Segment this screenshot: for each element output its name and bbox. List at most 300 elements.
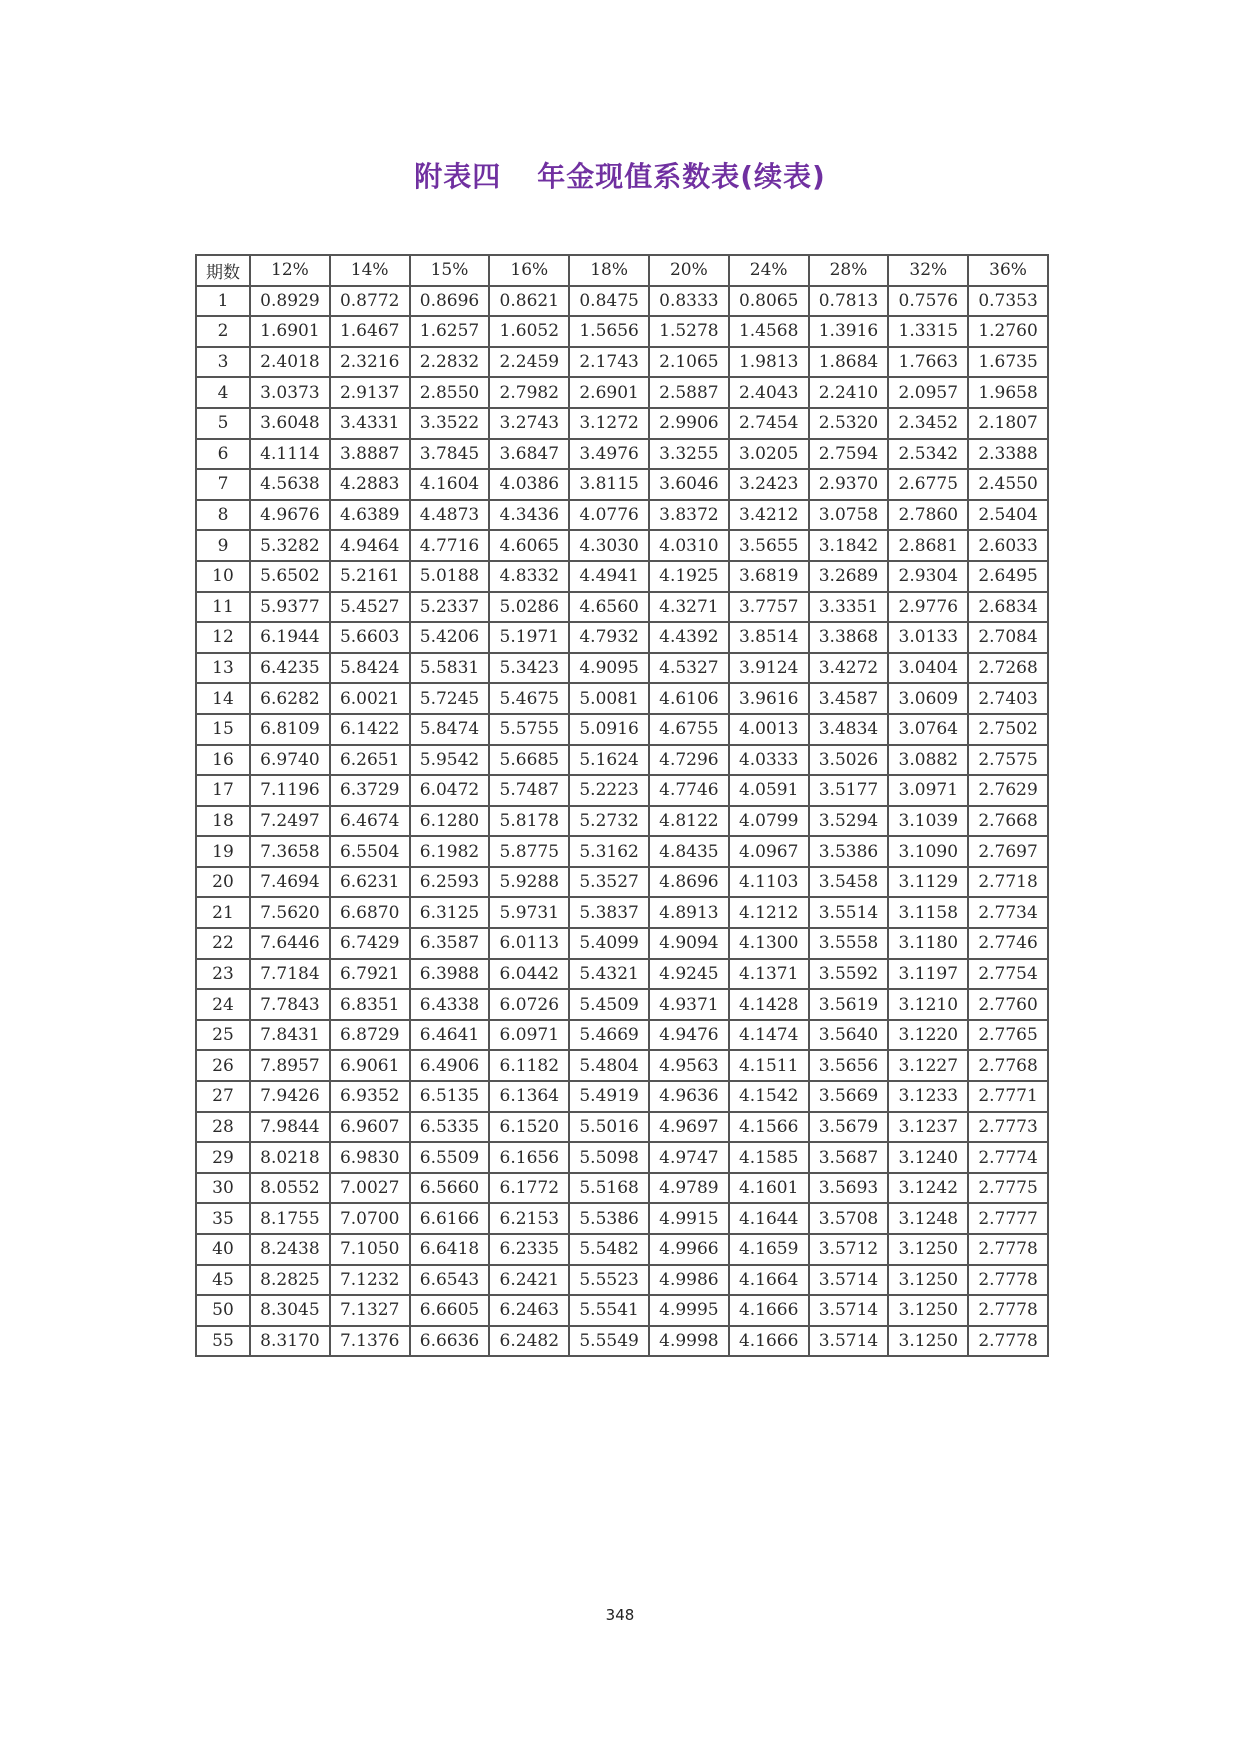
factor-cell: 2.5342	[888, 439, 968, 470]
factor-cell: 7.1196	[250, 775, 330, 806]
factor-cell: 2.9304	[888, 561, 968, 592]
factor-cell: 5.7245	[410, 683, 490, 714]
period-cell: 11	[196, 592, 250, 623]
factor-cell: 8.1755	[250, 1203, 330, 1234]
factor-cell: 4.1103	[729, 867, 809, 898]
factor-cell: 5.5386	[569, 1203, 649, 1234]
period-cell: 30	[196, 1173, 250, 1204]
table-row	[196, 745, 1048, 776]
factor-cell: 5.4675	[489, 683, 569, 714]
factor-cell: 4.1371	[729, 959, 809, 990]
factor-cell: 5.6603	[330, 622, 410, 653]
header-rate: 12%	[250, 255, 330, 286]
factor-cell: 5.1624	[569, 745, 649, 776]
factor-cell: 7.4694	[250, 867, 330, 898]
factor-cell: 4.8913	[649, 897, 729, 928]
factor-cell: 6.6605	[410, 1295, 490, 1326]
factor-cell: 3.1248	[888, 1203, 968, 1234]
factor-cell: 3.5592	[809, 959, 889, 990]
table-row	[196, 592, 1048, 623]
factor-cell: 8.2438	[250, 1234, 330, 1265]
table-row	[196, 897, 1048, 928]
table-row	[196, 989, 1048, 1020]
factor-cell: 2.7860	[888, 500, 968, 531]
period-cell: 3	[196, 347, 250, 378]
table-body	[196, 286, 1048, 1357]
period-cell: 6	[196, 439, 250, 470]
factor-cell: 2.7773	[968, 1112, 1048, 1143]
table-row	[196, 377, 1048, 408]
factor-cell: 3.0373	[250, 377, 330, 408]
factor-cell: 2.7754	[968, 959, 1048, 990]
factor-cell: 5.8474	[410, 714, 490, 745]
factor-cell: 4.1428	[729, 989, 809, 1020]
factor-cell: 4.9095	[569, 653, 649, 684]
factor-cell: 6.2593	[410, 867, 490, 898]
factor-cell: 4.3030	[569, 530, 649, 561]
factor-cell: 2.7697	[968, 836, 1048, 867]
factor-cell: 5.9377	[250, 592, 330, 623]
factor-cell: 3.5693	[809, 1173, 889, 1204]
factor-cell: 6.8109	[250, 714, 330, 745]
factor-cell: 6.9061	[330, 1050, 410, 1081]
factor-cell: 3.1272	[569, 408, 649, 439]
factor-cell: 6.6870	[330, 897, 410, 928]
factor-cell: 3.7845	[410, 439, 490, 470]
factor-cell: 3.5619	[809, 989, 889, 1020]
factor-cell: 3.5712	[809, 1234, 889, 1265]
factor-cell: 4.1666	[729, 1295, 809, 1326]
factor-cell: 4.9094	[649, 928, 729, 959]
factor-cell: 6.9352	[330, 1081, 410, 1112]
table-row	[196, 1203, 1048, 1234]
factor-cell: 4.6389	[330, 500, 410, 531]
factor-cell: 5.4919	[569, 1081, 649, 1112]
factor-cell: 3.1158	[888, 897, 968, 928]
factor-cell: 4.1114	[250, 439, 330, 470]
factor-cell: 4.7932	[569, 622, 649, 653]
factor-cell: 3.6048	[250, 408, 330, 439]
factor-cell: 5.2732	[569, 806, 649, 837]
factor-cell: 4.1925	[649, 561, 729, 592]
factor-cell: 4.1644	[729, 1203, 809, 1234]
factor-cell: 5.2161	[330, 561, 410, 592]
factor-cell: 3.9124	[729, 653, 809, 684]
factor-cell: 5.0916	[569, 714, 649, 745]
factor-cell: 7.0027	[330, 1173, 410, 1204]
factor-cell: 3.1240	[888, 1142, 968, 1173]
factor-cell: 0.8621	[489, 286, 569, 317]
factor-cell: 2.9370	[809, 469, 889, 500]
factor-cell: 2.7778	[968, 1265, 1048, 1296]
factor-cell: 4.1604	[410, 469, 490, 500]
factor-cell: 5.5549	[569, 1326, 649, 1357]
factor-cell: 4.9986	[649, 1265, 729, 1296]
factor-cell: 5.4669	[569, 1020, 649, 1051]
factor-cell: 5.7487	[489, 775, 569, 806]
factor-cell: 3.1039	[888, 806, 968, 837]
factor-cell: 3.3868	[809, 622, 889, 653]
factor-cell: 5.5755	[489, 714, 569, 745]
factor-cell: 3.4331	[330, 408, 410, 439]
factor-cell: 4.0776	[569, 500, 649, 531]
factor-cell: 4.1664	[729, 1265, 809, 1296]
factor-cell: 3.4272	[809, 653, 889, 684]
factor-cell: 2.7084	[968, 622, 1048, 653]
factor-cell: 1.6735	[968, 347, 1048, 378]
factor-cell: 0.7813	[809, 286, 889, 317]
factor-cell: 8.3045	[250, 1295, 330, 1326]
factor-cell: 2.7778	[968, 1326, 1048, 1357]
factor-cell: 2.6834	[968, 592, 1048, 623]
factor-cell: 4.9476	[649, 1020, 729, 1051]
table-row	[196, 408, 1048, 439]
page-title	[0, 155, 1240, 195]
table-row	[196, 622, 1048, 653]
factor-cell: 2.4550	[968, 469, 1048, 500]
factor-cell: 6.1182	[489, 1050, 569, 1081]
factor-cell: 4.9676	[250, 500, 330, 531]
factor-cell: 4.1659	[729, 1234, 809, 1265]
factor-cell: 6.2335	[489, 1234, 569, 1265]
factor-cell: 1.2760	[968, 316, 1048, 347]
factor-cell: 4.0333	[729, 745, 809, 776]
period-cell: 28	[196, 1112, 250, 1143]
factor-cell: 2.7771	[968, 1081, 1048, 1112]
factor-cell: 2.7502	[968, 714, 1048, 745]
table-row	[196, 1295, 1048, 1326]
factor-cell: 6.4674	[330, 806, 410, 837]
factor-cell: 0.7576	[888, 286, 968, 317]
factor-cell: 4.0799	[729, 806, 809, 837]
table-row	[196, 836, 1048, 867]
table-row	[196, 439, 1048, 470]
factor-cell: 1.5656	[569, 316, 649, 347]
factor-cell: 5.8424	[330, 653, 410, 684]
factor-cell: 1.6467	[330, 316, 410, 347]
factor-cell: 6.2463	[489, 1295, 569, 1326]
factor-cell: 7.8431	[250, 1020, 330, 1051]
factor-cell: 4.8696	[649, 867, 729, 898]
factor-cell: 6.4641	[410, 1020, 490, 1051]
factor-cell: 5.4804	[569, 1050, 649, 1081]
factor-cell: 6.0021	[330, 683, 410, 714]
factor-cell: 3.1233	[888, 1081, 968, 1112]
factor-cell: 2.5404	[968, 500, 1048, 531]
table-row	[196, 867, 1048, 898]
factor-cell: 4.5638	[250, 469, 330, 500]
table-row	[196, 286, 1048, 317]
factor-cell: 3.5714	[809, 1326, 889, 1357]
factor-cell: 3.5714	[809, 1265, 889, 1296]
factor-cell: 2.0957	[888, 377, 968, 408]
factor-cell: 4.3436	[489, 500, 569, 531]
table-row	[196, 500, 1048, 531]
factor-cell: 2.7575	[968, 745, 1048, 776]
factor-cell: 7.1376	[330, 1326, 410, 1357]
factor-cell: 2.2459	[489, 347, 569, 378]
factor-cell: 4.0013	[729, 714, 809, 745]
factor-cell: 3.0205	[729, 439, 809, 470]
factor-cell: 3.5294	[809, 806, 889, 837]
factor-cell: 3.3255	[649, 439, 729, 470]
factor-cell: 3.2423	[729, 469, 809, 500]
factor-cell: 3.5558	[809, 928, 889, 959]
factor-cell: 8.2825	[250, 1265, 330, 1296]
factor-cell: 4.9245	[649, 959, 729, 990]
factor-cell: 3.5177	[809, 775, 889, 806]
period-cell: 7	[196, 469, 250, 500]
factor-cell: 2.7778	[968, 1234, 1048, 1265]
factor-cell: 2.7982	[489, 377, 569, 408]
factor-cell: 5.3162	[569, 836, 649, 867]
factor-cell: 4.1566	[729, 1112, 809, 1143]
header-rate: 20%	[649, 255, 729, 286]
factor-cell: 6.1982	[410, 836, 490, 867]
title-appendix-number: 附表四	[414, 160, 502, 193]
factor-cell: 5.0188	[410, 561, 490, 592]
period-cell: 12	[196, 622, 250, 653]
factor-cell: 6.5135	[410, 1081, 490, 1112]
factor-cell: 3.4587	[809, 683, 889, 714]
factor-cell: 6.5504	[330, 836, 410, 867]
factor-cell: 6.4906	[410, 1050, 490, 1081]
factor-cell: 5.9288	[489, 867, 569, 898]
factor-cell: 2.9906	[649, 408, 729, 439]
factor-cell: 4.6065	[489, 530, 569, 561]
factor-cell: 2.5887	[649, 377, 729, 408]
factor-cell: 5.8178	[489, 806, 569, 837]
factor-cell: 2.3388	[968, 439, 1048, 470]
factor-cell: 1.6901	[250, 316, 330, 347]
table-row	[196, 806, 1048, 837]
factor-cell: 2.6775	[888, 469, 968, 500]
factor-cell: 2.7594	[809, 439, 889, 470]
factor-cell: 5.4527	[330, 592, 410, 623]
period-cell: 14	[196, 683, 250, 714]
period-cell: 4	[196, 377, 250, 408]
period-cell: 20	[196, 867, 250, 898]
factor-cell: 4.9789	[649, 1173, 729, 1204]
factor-cell: 1.9658	[968, 377, 1048, 408]
factor-cell: 2.7668	[968, 806, 1048, 837]
title-table-name: 年金现值系数表(续表)	[537, 160, 826, 193]
factor-cell: 7.7843	[250, 989, 330, 1020]
factor-cell: 4.1511	[729, 1050, 809, 1081]
factor-cell: 4.9995	[649, 1295, 729, 1326]
factor-cell: 3.5656	[809, 1050, 889, 1081]
table-row	[196, 1173, 1048, 1204]
factor-cell: 0.8333	[649, 286, 729, 317]
factor-cell: 2.4043	[729, 377, 809, 408]
factor-cell: 3.0133	[888, 622, 968, 653]
factor-cell: 5.6502	[250, 561, 330, 592]
factor-cell: 1.4568	[729, 316, 809, 347]
factor-cell: 7.0700	[330, 1203, 410, 1234]
table-row	[196, 1234, 1048, 1265]
table-header-row	[196, 255, 1048, 286]
factor-cell: 4.9966	[649, 1234, 729, 1265]
factor-cell: 2.7775	[968, 1173, 1048, 1204]
factor-cell: 5.5541	[569, 1295, 649, 1326]
factor-cell: 8.0218	[250, 1142, 330, 1173]
factor-cell: 6.0726	[489, 989, 569, 1020]
factor-cell: 7.2497	[250, 806, 330, 837]
period-cell: 13	[196, 653, 250, 684]
factor-cell: 1.5278	[649, 316, 729, 347]
factor-cell: 4.0386	[489, 469, 569, 500]
factor-cell: 3.5458	[809, 867, 889, 898]
table-row	[196, 714, 1048, 745]
factor-cell: 2.7778	[968, 1295, 1048, 1326]
table-row	[196, 1265, 1048, 1296]
factor-cell: 6.1364	[489, 1081, 569, 1112]
period-cell: 50	[196, 1295, 250, 1326]
factor-cell: 6.6636	[410, 1326, 490, 1357]
factor-cell: 3.4834	[809, 714, 889, 745]
factor-cell: 2.7718	[968, 867, 1048, 898]
factor-cell: 2.7774	[968, 1142, 1048, 1173]
factor-cell: 3.1237	[888, 1112, 968, 1143]
factor-cell: 4.9747	[649, 1142, 729, 1173]
period-cell: 23	[196, 959, 250, 990]
factor-cell: 4.7716	[410, 530, 490, 561]
factor-cell: 2.7268	[968, 653, 1048, 684]
header-rate: 28%	[809, 255, 889, 286]
period-cell: 5	[196, 408, 250, 439]
header-rate: 32%	[888, 255, 968, 286]
factor-cell: 2.2832	[410, 347, 490, 378]
factor-cell: 6.8351	[330, 989, 410, 1020]
factor-cell: 6.2153	[489, 1203, 569, 1234]
factor-cell: 6.2482	[489, 1326, 569, 1357]
factor-cell: 4.1585	[729, 1142, 809, 1173]
factor-cell: 4.1666	[729, 1326, 809, 1357]
table-row	[196, 316, 1048, 347]
factor-cell: 2.4018	[250, 347, 330, 378]
factor-cell: 2.7765	[968, 1020, 1048, 1051]
period-cell: 2	[196, 316, 250, 347]
factor-cell: 4.9697	[649, 1112, 729, 1143]
factor-cell: 3.1210	[888, 989, 968, 1020]
factor-cell: 5.6685	[489, 745, 569, 776]
factor-cell: 3.5687	[809, 1142, 889, 1173]
header-rate: 15%	[410, 255, 490, 286]
factor-cell: 8.0552	[250, 1173, 330, 1204]
factor-cell: 2.3216	[330, 347, 410, 378]
factor-cell: 5.9542	[410, 745, 490, 776]
factor-cell: 3.5655	[729, 530, 809, 561]
factor-cell: 3.0882	[888, 745, 968, 776]
factor-cell: 4.1300	[729, 928, 809, 959]
factor-cell: 4.8332	[489, 561, 569, 592]
factor-cell: 5.5098	[569, 1142, 649, 1173]
factor-cell: 6.6418	[410, 1234, 490, 1265]
factor-cell: 2.3452	[888, 408, 968, 439]
factor-cell: 2.7746	[968, 928, 1048, 959]
factor-cell: 7.5620	[250, 897, 330, 928]
factor-cell: 5.0286	[489, 592, 569, 623]
factor-cell: 4.5327	[649, 653, 729, 684]
table-row	[196, 1020, 1048, 1051]
factor-cell: 5.5016	[569, 1112, 649, 1143]
factor-cell: 3.1129	[888, 867, 968, 898]
table-row	[196, 1050, 1048, 1081]
factor-cell: 3.1250	[888, 1326, 968, 1357]
period-cell: 26	[196, 1050, 250, 1081]
period-cell: 10	[196, 561, 250, 592]
header-period: 期数	[196, 255, 250, 286]
factor-cell: 3.6847	[489, 439, 569, 470]
factor-cell: 4.1601	[729, 1173, 809, 1204]
factor-cell: 3.8115	[569, 469, 649, 500]
factor-cell: 4.9636	[649, 1081, 729, 1112]
factor-cell: 6.6231	[330, 867, 410, 898]
table-row	[196, 1112, 1048, 1143]
factor-cell: 3.7757	[729, 592, 809, 623]
factor-cell: 4.4873	[410, 500, 490, 531]
factor-cell: 5.5168	[569, 1173, 649, 1204]
factor-cell: 6.2421	[489, 1265, 569, 1296]
period-cell: 1	[196, 286, 250, 317]
factor-cell: 3.1250	[888, 1265, 968, 1296]
factor-cell: 7.6446	[250, 928, 330, 959]
factor-cell: 5.9731	[489, 897, 569, 928]
header-rate: 24%	[729, 255, 809, 286]
header-rate: 14%	[330, 255, 410, 286]
factor-cell: 3.5026	[809, 745, 889, 776]
factor-cell: 8.3170	[250, 1326, 330, 1357]
factor-cell: 3.2743	[489, 408, 569, 439]
factor-cell: 6.8729	[330, 1020, 410, 1051]
factor-cell: 4.7296	[649, 745, 729, 776]
factor-cell: 4.0591	[729, 775, 809, 806]
factor-cell: 6.5660	[410, 1173, 490, 1204]
period-cell: 21	[196, 897, 250, 928]
factor-cell: 3.0404	[888, 653, 968, 684]
factor-cell: 0.8065	[729, 286, 809, 317]
factor-cell: 3.1090	[888, 836, 968, 867]
factor-cell: 2.6901	[569, 377, 649, 408]
factor-cell: 6.9740	[250, 745, 330, 776]
factor-cell: 3.0758	[809, 500, 889, 531]
factor-cell: 5.5482	[569, 1234, 649, 1265]
factor-cell: 6.1772	[489, 1173, 569, 1204]
factor-cell: 6.1422	[330, 714, 410, 745]
factor-cell: 6.0113	[489, 928, 569, 959]
factor-cell: 2.9776	[888, 592, 968, 623]
table-row	[196, 1142, 1048, 1173]
table-row	[196, 530, 1048, 561]
factor-cell: 2.7760	[968, 989, 1048, 1020]
factor-cell: 5.2337	[410, 592, 490, 623]
factor-cell: 4.1474	[729, 1020, 809, 1051]
factor-cell: 2.8550	[410, 377, 490, 408]
period-cell: 16	[196, 745, 250, 776]
factor-cell: 4.3271	[649, 592, 729, 623]
factor-cell: 5.3527	[569, 867, 649, 898]
factor-cell: 7.7184	[250, 959, 330, 990]
factor-cell: 3.8372	[649, 500, 729, 531]
factor-cell: 6.3988	[410, 959, 490, 990]
factor-cell: 0.8772	[330, 286, 410, 317]
period-cell: 27	[196, 1081, 250, 1112]
factor-cell: 7.9844	[250, 1112, 330, 1143]
factor-cell: 3.5386	[809, 836, 889, 867]
factor-cell: 1.9813	[729, 347, 809, 378]
factor-cell: 6.1280	[410, 806, 490, 837]
factor-cell: 0.8696	[410, 286, 490, 317]
